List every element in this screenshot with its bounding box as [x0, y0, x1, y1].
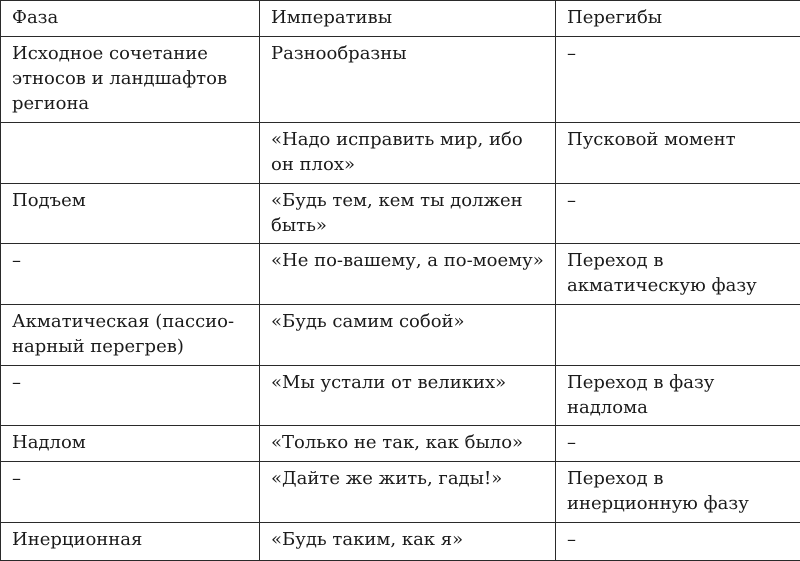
table-row: [1, 523, 800, 561]
excess-cell: –: [556, 37, 800, 123]
imperative-cell: «Мы устали от великих»: [260, 366, 556, 426]
phase-cell: Надлом: [1, 426, 260, 462]
table-row: [1, 366, 800, 426]
table-row: [1, 244, 800, 305]
excess-cell: Переход в инерционную фазу: [556, 462, 800, 523]
table-row: [1, 305, 800, 366]
imperative-cell: «Надо исправить мир, ибо он плох»: [260, 123, 556, 184]
excess-cell: –: [556, 523, 800, 561]
imperative-cell: «Дайте же жить, гады!»: [260, 462, 556, 523]
phase-cell: Инерционная: [1, 523, 260, 561]
excess-cell: Пусковой момент: [556, 123, 800, 184]
header-imperatives: Императивы: [260, 1, 556, 37]
excess-cell: –: [556, 426, 800, 462]
imperative-cell: «Не по-вашему, а по-моему»: [260, 244, 556, 305]
imperative-cell: «Будь самим собой»: [260, 305, 556, 366]
excess-cell: Переход в фазу надлома: [556, 366, 800, 426]
phase-cell: [1, 123, 260, 184]
table-row: [1, 37, 800, 123]
phase-cell: Исходное сочетание этносов и ландшафтов региона: [1, 37, 260, 123]
imperative-cell: Разнообразны: [260, 37, 556, 123]
phase-cell: Подъем: [1, 184, 260, 244]
table-row: [1, 426, 800, 462]
phase-cell: Акматическая (пассионарный перегрев): [1, 305, 260, 366]
imperative-cell: «Будь тем, кем ты должен быть»: [260, 184, 556, 244]
excess-cell: Переход в акматическую фазу: [556, 244, 800, 305]
header-phase: Фаза: [1, 1, 260, 37]
table-header-row: [1, 1, 800, 37]
table-row: [1, 123, 800, 184]
excess-cell: [556, 305, 800, 366]
excess-cell: –: [556, 184, 800, 244]
header-excesses: Перегибы: [556, 1, 800, 37]
phase-cell: –: [1, 244, 260, 305]
table-row: [1, 462, 800, 523]
phase-cell: –: [1, 462, 260, 523]
phase-cell: –: [1, 366, 260, 426]
table-row: [1, 184, 800, 244]
imperative-cell: «Только не так, как было»: [260, 426, 556, 462]
imperative-cell: «Будь таким, как я»: [260, 523, 556, 561]
